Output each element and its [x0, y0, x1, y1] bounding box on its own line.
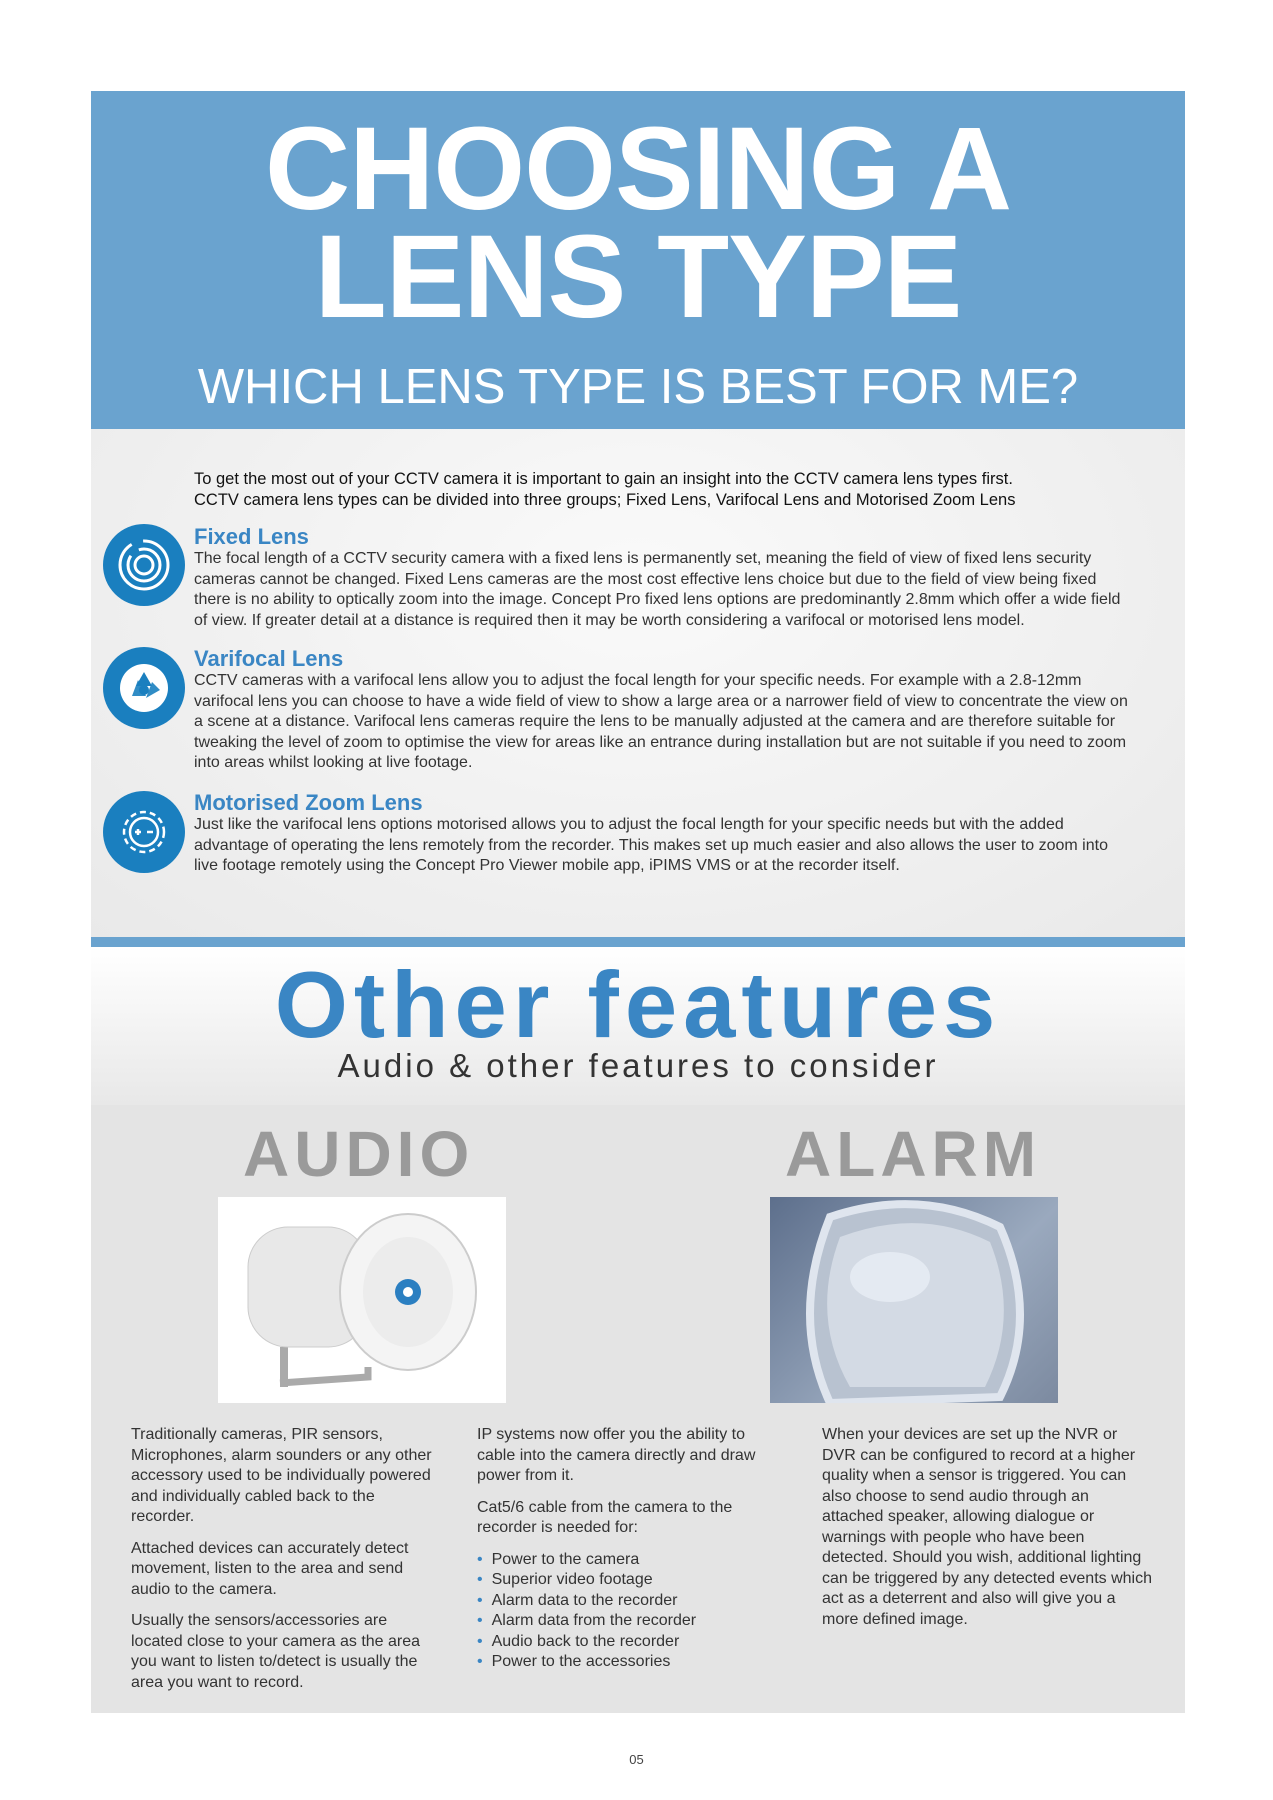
paragraph: Cat5/6 cable from the camera to the recorder is needed for:: [477, 1498, 733, 1536]
lens-title: Varifocal Lens: [194, 646, 344, 671]
lens-description: The focal length of a CCTV security camera with a fixed lens is permanently set, meaning the field of view of fixed lens security cameras cannot be changed. Fixed Lens cameras are the most cost effective lens choice but due to the field of view being fixed there is no ability to optically zoom into the image. Concept Pro fixed lens options are predominantly 2.8mm which offer a wide field of view. If greater detail at a distance is required then it may be worth considering a varifocal or motorised lens model.: [194, 550, 1121, 629]
lens-description: CCTV cameras with a varifocal lens allow you to adjust the focal length for your specific needs. For example with a 2.8-12mm varifocal lens you can choose to have a wide field of view to show a large area or a narrower field of view to concentrate the view on a scene at a distance. Varifocal lens cameras require the lens to be manually adjusted at the camera and are therefore suitable for tweaking the level of zoom to optimise the view for areas like an entrance during installation but are not suitable if you need to zoom into areas whilst looking at live footage.: [194, 672, 1128, 771]
lead-line-1: To get the most out of your CCTV camera it is important to gain an insight into the CCTV camera lens types first.: [194, 470, 1013, 488]
alarm-heading: ALARM: [785, 1118, 1042, 1190]
zoom-gear-icon: [103, 791, 185, 873]
lens-description: Just like the varifocal lens options motorised allows you to adjust the focal length for your specific needs but with the added advantage of operating the lens remotely from the recorder. This makes set up much easier and also allows the user to zoom into live footage remotely using the Concept Pro Viewer mobile app, iPIMS VMS or at the recorder itself.: [194, 816, 1108, 874]
list-item: • Audio back to the recorder: [477, 1632, 777, 1653]
features-section: [91, 1105, 1185, 1713]
paragraph: Attached devices can accurately detect movement, listen to the area and send audio to the camera.: [131, 1539, 409, 1598]
title-line-2: LENS TYPE: [314, 211, 962, 343]
audio-column-text: [131, 1425, 441, 1704]
paragraph: IP systems now offer you the ability to cable into the camera directly and draw power from it.: [477, 1426, 756, 1484]
lens-item-motorised: [194, 791, 1134, 877]
lead-line-2: CCTV camera lens types can be divided into three groups; Fixed Lens, Varifocal Lens and Motorised Zoom Lens: [194, 491, 1016, 509]
list-item: • Alarm data to the recorder: [477, 1591, 777, 1612]
alarm-sensor-image: [770, 1197, 1058, 1403]
lens-title: Fixed Lens: [194, 524, 309, 549]
alarm-column-text: [822, 1425, 1152, 1641]
lens-types-section: [91, 429, 1185, 937]
aperture-icon: [103, 647, 185, 729]
page-number: 05: [629, 1752, 644, 1767]
title-line-1: CHOOSING A: [264, 103, 1012, 235]
lens-title: Motorised Zoom Lens: [194, 790, 423, 815]
page-subtitle: WHICH LENS TYPE IS BEST FOR ME?: [197, 360, 1079, 414]
list-item: • Power to the camera: [477, 1550, 777, 1571]
paragraph: Usually the sensors/accessories are located close to your camera as the area you want to listen to/detect is usually the area you want to record.: [131, 1612, 421, 1691]
other-features-title: Other features: [274, 952, 1002, 1057]
page-title: [91, 91, 1185, 343]
cable-uses-list: [477, 1550, 777, 1673]
paragraph: When your devices are set up the NVR or DVR can be configured to record at a higher quality when a sensor is triggered. You can also choose to send audio through an attached speaker, allowing dialogue or warnings with people who have been detected. Should you wish, additional lighting can be triggered by any detected events which act as a deterrent and also will give you a more defined image.: [822, 1426, 1152, 1628]
list-item: • Alarm data from the recorder: [477, 1611, 777, 1632]
other-features-subtitle: Audio & other features to consider: [337, 1047, 939, 1084]
list-item: • Superior video footage: [477, 1570, 777, 1591]
intro-lead: [194, 469, 1134, 511]
lens-item-fixed: [194, 525, 1134, 631]
speaker-image: [218, 1197, 506, 1403]
fixed-lens-icon: [103, 524, 185, 606]
lens-item-varifocal: [194, 647, 1134, 774]
hero-banner: [91, 91, 1185, 429]
paragraph: Traditionally cameras, PIR sensors, Microphones, alarm sounders or any other accessory used to be individually powered and individually cabled back to the recorder.: [131, 1426, 432, 1525]
section-divider: [91, 937, 1185, 947]
ip-column-text: [477, 1425, 777, 1673]
audio-heading: AUDIO: [243, 1118, 475, 1190]
other-features-header: [91, 947, 1185, 1105]
list-item: • Power to the accessories: [477, 1652, 777, 1673]
